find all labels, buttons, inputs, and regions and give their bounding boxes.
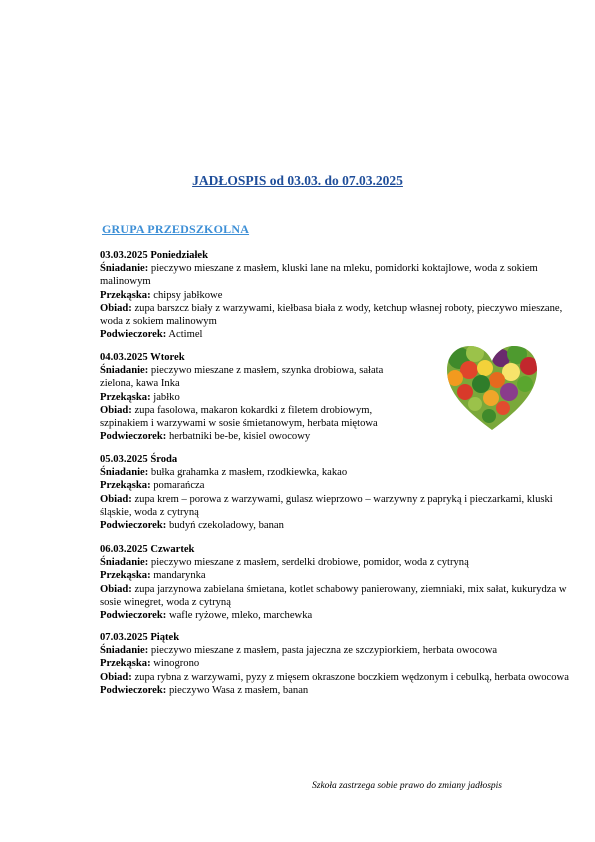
day-header: 04.03.2025 Wtorek: [100, 352, 185, 363]
meal-breakfast: Śniadanie: pieczywo mieszane z masłem, serdelki drobiowe, pomidor, woda z cytryną: [100, 557, 469, 569]
meal-afternoon-snack: Podwieczorek: herbatniki be-be, kisiel owocowy: [100, 431, 311, 443]
day-block-wednesday: [100, 453, 570, 532]
meal-snack: Przekąska: mandarynka: [100, 570, 206, 582]
page-title: JADŁOSPIS od 03.03. do 07.03.2025: [192, 173, 403, 188]
vegetable-heart-icon: [445, 344, 539, 432]
day-block-thursday: [100, 543, 570, 622]
meal-afternoon-snack: Podwieczorek: budyń czekoladowy, banan: [100, 520, 284, 532]
day-header: 07.03.2025 Piątek: [100, 632, 180, 643]
meal-snack: Przekąska: pomarańcza: [100, 480, 205, 492]
meal-lunch: Obiad: zupa fasolowa, makaron kokardki z filetem drobiowym, szpinakiem i warzywami w sosie śmietanowym, herbata miętowa: [100, 404, 378, 430]
day-header: 06.03.2025 Czwartek: [100, 544, 195, 555]
day-block-friday: [100, 631, 570, 697]
footer-note: Szkoła zastrzega sobie prawo do zmiany jadłospis: [312, 781, 503, 791]
meal-snack: Przekąska: jabłko: [100, 391, 180, 403]
day-block-tuesday: [100, 351, 405, 443]
meal-breakfast: Śniadanie: pieczywo mieszane z masłem, szynka drobiowa, sałata zielona, kawa Inka: [100, 365, 384, 390]
meal-snack: Przekąska: winogrono: [100, 658, 200, 670]
meal-afternoon-snack: Podwieczorek: wafle ryżowe, mleko, marchewka: [100, 610, 313, 622]
meal-lunch: Obiad: zupa barszcz biały z warzywami, kiełbasa biała z wody, ketchup własnej roboty, pieczywo mieszane, woda z sokiem malinowym: [100, 302, 563, 328]
day-block-monday: [100, 249, 570, 341]
meal-afternoon-snack: Podwieczorek: Actimel: [100, 329, 203, 341]
meal-breakfast: Śniadanie: pieczywo mieszane z masłem, kluski lane na mleku, pomidorki koktajlowe, woda z sokiem malinowym: [100, 263, 538, 288]
meal-lunch: Obiad: zupa krem – porowa z warzywami, gulasz wieprzowo – warzywny z papryką i pieczarkami, kluski śląskie, woda z cytryną: [100, 493, 553, 518]
meal-breakfast: Śniadanie: bułka grahamka z masłem, rzodkiewka, kakao: [100, 467, 348, 479]
day-header: 03.03.2025 Poniedziałek: [100, 250, 208, 261]
meal-lunch: Obiad: zupa jarzynowa zabielana śmietana, kotlet schabowy panierowany, ziemniaki, mix sałat, kukurydza w sosie winegret, woda z cytryną: [100, 583, 567, 608]
day-header: 05.03.2025 Środa: [100, 454, 178, 465]
meal-lunch: Obiad: zupa rybna z warzywami, pyzy z mięsem okraszone boczkiem wędzonym i cebulką, herbata owocowa: [100, 671, 569, 683]
meal-afternoon-snack: Podwieczorek: pieczywo Wasa z masłem, banan: [100, 684, 309, 696]
group-heading: GRUPA PRZEDSZKOLNA: [102, 222, 250, 236]
meal-snack: Przekąska: chipsy jabłkowe: [100, 289, 223, 301]
meal-breakfast: Śniadanie: pieczywo mieszane z masłem, pasta jajeczna ze szczypiorkiem, herbata owocowa: [100, 645, 498, 657]
